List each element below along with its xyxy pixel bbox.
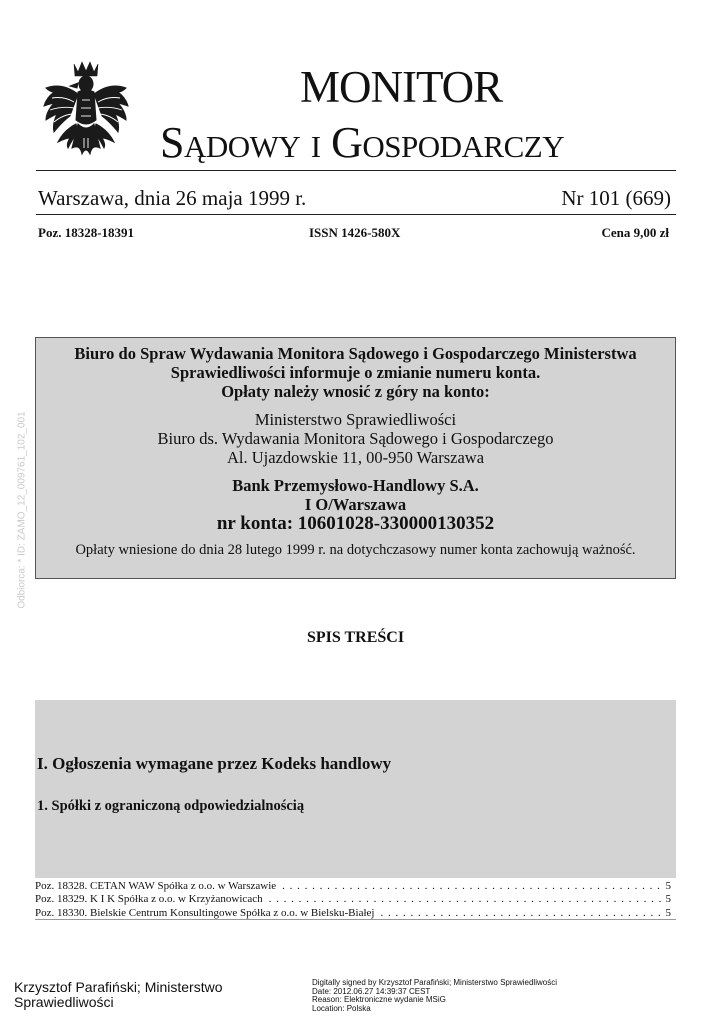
masthead-title-line1: MONITOR [300, 62, 503, 112]
toc-leader-dots [282, 880, 664, 893]
notice-address-line: Biuro ds. Wydawania Monitora Sądowego i Gospodarczego [157, 429, 554, 448]
positions-range: Poz. 18328-18391 [38, 225, 135, 240]
toc-entry-page: 5 [665, 893, 671, 906]
signature-detail-line: Reason: Elektroniczne wydanie MSiG [312, 995, 446, 1005]
polish-eagle-emblem-icon [40, 58, 132, 166]
issn: ISSN 1426-580X [309, 225, 401, 240]
notice-footnote: Opłaty wniesione do dnia 28 lutego 1999 r. na dotychczasowy numer konta zachowują ważność. [75, 542, 636, 558]
notice-bold-line: Sprawiedliwości informuje o zmianie numeru konta. [170, 363, 541, 382]
issue-number: Nr 101 (669) [561, 186, 671, 210]
notice-address-line: Al. Ujazdowskie 11, 00-950 Warszawa [226, 448, 485, 467]
signer-name [14, 980, 223, 1010]
toc-entry-text: Poz. 18330. Bielskie Centrum Konsultingowe Spółka z o.o. w Bielsku-Białej [35, 906, 375, 919]
side-watermark [14, 410, 30, 610]
toc-list [35, 880, 671, 920]
price: Cena 9,00 zł [601, 225, 669, 240]
notice-address-line: Ministerstwo Sprawiedliwości [254, 410, 457, 429]
toc-entry[interactable] [35, 893, 671, 906]
toc-entry-text: Poz. 18328. CETAN WAW Spółka z o.o. w Warszawie [35, 880, 277, 892]
signer-line: Krzysztof Parafiński; Ministerstwo [14, 979, 223, 995]
toc-leader-dots [269, 893, 665, 906]
notice-bold-line: Opłaty należy wnosić z góry na konto: [221, 382, 490, 401]
side-watermark-text: Odbiorca: * ID: ZAMO_12_009761_102_001 [16, 411, 28, 609]
signer-line: Sprawiedliwości [14, 994, 114, 1010]
masthead-title-line2: Sądowy i Gospodarczy [160, 118, 565, 167]
toc-entry[interactable] [35, 880, 671, 893]
signature-details [312, 979, 557, 1013]
notice-bank-line: I O/Warszawa [304, 495, 407, 514]
notice-bank-line: Bank Przemysłowo-Handlowy S.A. [232, 476, 479, 495]
dateline: Warszawa, dnia 26 maja 1999 r. [38, 186, 307, 210]
toc-entry-page: 5 [665, 906, 671, 919]
dateline-rule [36, 214, 676, 215]
account-change-notice [35, 337, 676, 579]
notice-address-block [36, 410, 675, 467]
notice-bold-line: Biuro do Spraw Wydawania Monitora Sądowego i Gospodarczego Ministerstwa [74, 344, 637, 363]
toc-heading: SPIS TREŚCI [306, 629, 405, 646]
toc-subsection-title: 1. Spółki z ograniczoną odpowiedzialnością [37, 798, 305, 814]
signature-detail-line: Digitally signed by Krzysztof Parafiński; Ministerstwo Sprawiedliwości [312, 978, 557, 987]
notice-account-number: nr konta: 10601028-330000130352 [216, 513, 495, 534]
toc-entry[interactable] [35, 907, 671, 920]
signature-detail-line: Location: Polska [312, 1003, 371, 1013]
toc-bottom-rule [35, 919, 676, 920]
toc-leader-dots [380, 907, 664, 920]
toc-entry-text: Poz. 18329. K I K Spółka z o.o. w Krzyżanowicach [35, 893, 263, 906]
masthead-rule [36, 170, 676, 171]
signature-detail-line: Date: 2012.06.27 14:39:37 CEST [312, 986, 431, 996]
toc-section-title: I. Ogłoszenia wymagane przez Kodeks handlowy [37, 754, 392, 773]
toc-entry-page: 5 [665, 880, 671, 892]
toc-section-band [35, 700, 676, 878]
